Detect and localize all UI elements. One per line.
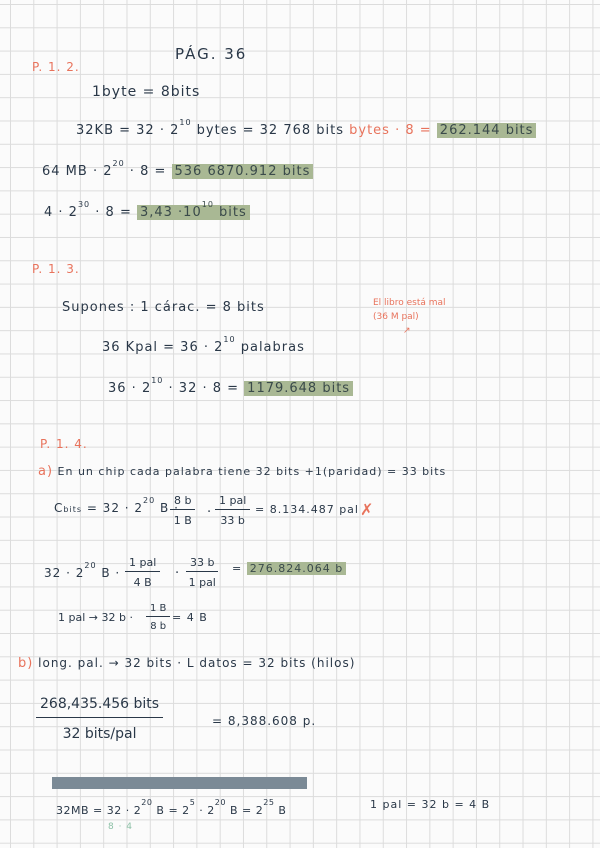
fraction-1pal-33b: 1 pal 33 b [215,494,250,527]
eq-4gb: $4 \cdot 2^{30} \cdot 8 = 3,43 \cdot 10^{10}$ bits [44,205,250,220]
result-32kb: 262.144 bits [437,123,537,138]
fraction-1pal-4B: 1 pal 4 B [125,556,160,589]
eq-36kpal-bits: $36 \cdot 2^{10} \cdot 32 \cdot 8 = 1179.648$ bits [108,381,353,396]
result-64mb: 536 6870.912 bits [172,164,314,179]
byte-definition: 1byte = 8bits [92,84,201,100]
underbrace-note: 8 · 4 [108,822,134,832]
margin-note-text: El libro está mal (36 M pal) [373,298,446,322]
fraction-1B-8b: $\frac{1 B}{8 b}$ [146,603,170,632]
note-arrow-icon: ↗ [403,326,411,336]
margin-note [373,296,446,338]
fraction-33b-1pal: 33 b 1 pal [186,556,218,589]
result-36kpal: 1179.648 bits [244,381,353,396]
part-b-line: b) long. pal. → 32 bits · L datos = 32 bits (hilos) [18,656,356,671]
eq-36kpal: 36 Kpal = $36 \cdot 2^{10}$ palabras [102,335,305,355]
capacity-result: = 8.134.487 pal [255,503,359,516]
section-label-p113: P. 1. 3. [32,262,80,276]
eq-pal-bytes-result: = 4 B [172,611,208,624]
fraction-8b-1B: $\frac{8 b}{1 B}$ [170,494,195,527]
dot: · [175,566,181,581]
eq-64mb: 64 MB · $2^{20} \cdot 8 = 536$ 6870.912 bits [42,164,313,179]
capacity-2-result: = 276.824.064 b [232,562,346,575]
part-a-line: a) En un chip cada palabra tiene 32 bits +1(paridad) = 33 bits [38,464,447,479]
assumption-line: Supones : 1 cárac. = 8 bits [62,300,265,315]
eq-capacity: Cbits = $32 \cdot 2^{20}$ B · [54,496,179,515]
cross-icon: ✗ [360,500,374,519]
eq-32mb: $32MB = 32 \cdot 2^{20}$ $B = 2^5 \cdot 2^{20}$ $B = 2^{25}$ B [56,798,287,817]
eq-32kb: $32KB = 32 \cdot 2^{10}$ bytes = 32 768 bits bytes · 8 = 262.144 bits [76,123,536,138]
pal-size-note: 1 pal = 32 b = 4 B [370,798,491,811]
eq-capacity-2: $32 \cdot 2^{20}$ B · [44,561,121,580]
total-words-result: = 8,388.608 p. [212,714,317,728]
result-4gb: $3,43 \cdot 10^{10}$ bits [137,205,250,220]
section-label-p114: P. 1. 4. [40,437,88,451]
page-title: PÁG. 36 [175,45,248,63]
dot: · [207,505,213,520]
part-a-label: a) [38,464,54,479]
highlight-bar [52,777,307,789]
fraction-total-words: 268,435.456 bits 32 bits/pal [36,696,163,742]
eq-pal-bytes: 1 pal → 32 b · [58,611,133,624]
part-b-label: b) [18,656,34,671]
section-label-p112: P. 1. 2. [32,60,80,74]
